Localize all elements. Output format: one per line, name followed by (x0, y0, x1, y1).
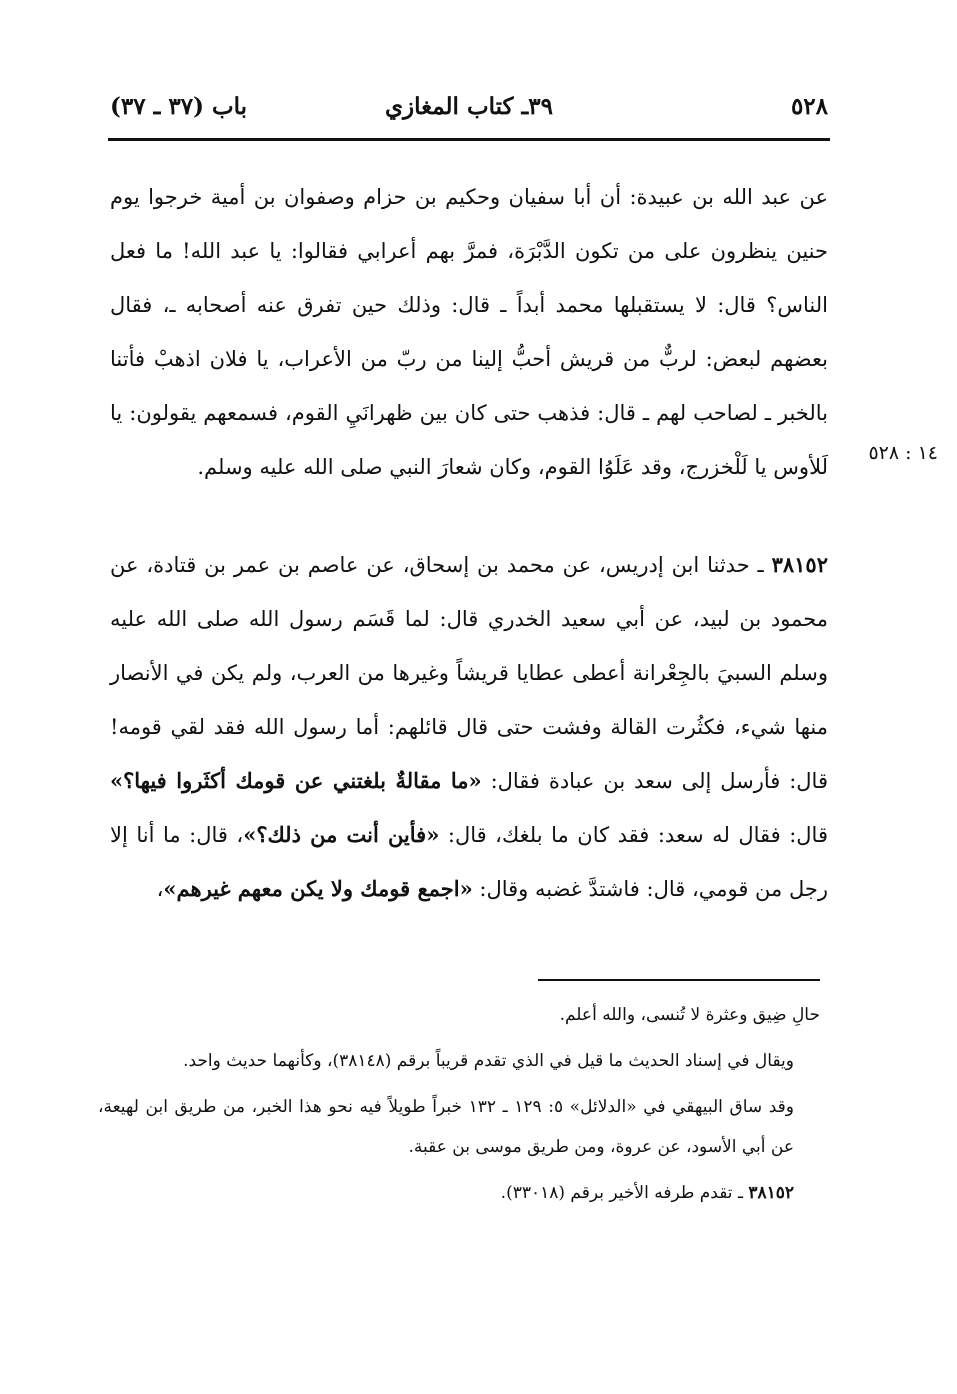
section-reference: باب (٣٧ ـ ٣٧) (110, 93, 248, 120)
footnote-number: ٣٨١٥٢ (748, 1183, 794, 1203)
footnote (98, 1173, 820, 1213)
running-header (110, 90, 828, 132)
footnote: وقد ساق البيهقي في «الدلائل» ٥: ١٢٩ ـ ١٣٢ خبراً طويلاً فيه نحو هذا الخبر، من طريق ابن لهيعة، عن أبي الأسود، عن عروة، ومن طريق موسى بن عقبة. (98, 1097, 794, 1157)
paragraph-text (110, 538, 828, 916)
chapter-title: ٣٩ـ كتاب المغازي (385, 93, 553, 120)
narration-text: ، قال: ما أنا إلا رجل من قومي، قال: فاشتدَّ غضبه وقال: (110, 823, 828, 901)
paragraph-text: عن عبد الله بن عبيدة: أن أبا سفيان وحكيم بن حزام وصفوان بن أمية خرجوا يوم حنين ينظرون على من تكون الدَّبْرَة، فمرَّ بهم أعرابي فقالوا: يا عبد الله! ما فعل الناس؟ قال: لا يستقبلها محمد أبداً ـ قال: وذلك حين تفرق عنه أصحابه ـ، فقال بعضهم لبعض: لربٌّ من قريش أحبُّ إلينا من ربّ من الأعراب، يا فلان اذهبْ فأتنا بالخبر ـ لصاحب لهم ـ قال: فذهب حتى كان بين ظهرانَيِ القوم، فسمعهم يقولون: يا لَلأوس يا لَلْخزرج، وقد عَلَوُا القوم، وكان شعارَ النبي صلى الله عليه وسلم. (110, 185, 828, 479)
paragraph-hadith-continuation (110, 170, 828, 494)
paragraph-hadith-38152 (110, 538, 828, 916)
narration-text: ـ حدثنا ابن إدريس، عن محمد بن إسحاق، عن عاصم بن عمر بن قتادة، عن محمود بن لبيد، عن أبي سعيد الخدري قال: لما قَسَم رسول الله صلى الله عليه وسلم السبيَ بالجِعْرانة أعطى عطايا قريشاً وغيرها من العرب، ولم يكن في الأنصار منها شيء، فكثُرت القالة وفشت حتى قال قائلهم: أما رسول الله فقد لقي قومه! قال: فأرسل إلى سعد بن عبادة فقال: (110, 553, 828, 793)
page-number: ٥٢٨ (790, 93, 828, 120)
hadith-number: ٣٨١٥٢ (771, 552, 828, 577)
footnote-text: ـ تقدم طرفه الأخير برقم (٣٣٠١٨). (500, 1183, 749, 1203)
margin-reference: ١٤ : ٥٢٨ (868, 442, 938, 464)
header-divider (108, 138, 830, 141)
narration-text: قال: فقال له سعد: فقد كان ما بلغك، قال: (439, 823, 828, 847)
footnote-divider (538, 979, 820, 981)
prophet-quote: «اجمع قومك ولا يكن معهم غيرهم» (163, 876, 473, 901)
footnote: ويقال في إسناد الحديث ما قيل في الذي تقدم قريباً برقم (٣٨١٤٨)، وكأنهما حديث واحد. (183, 1051, 794, 1071)
prophet-quote: «فأين أنت من ذلك؟» (243, 822, 440, 847)
prophet-quote: «ما مقالةٌ بلغتني عن قومك أكثَروا فيها؟» (110, 768, 482, 793)
narration-text: ، (156, 877, 164, 901)
footnote: حالِ ضِيق وعثرة لا تُنسى، والله أعلم. (559, 1005, 820, 1025)
footnotes (98, 995, 820, 1219)
